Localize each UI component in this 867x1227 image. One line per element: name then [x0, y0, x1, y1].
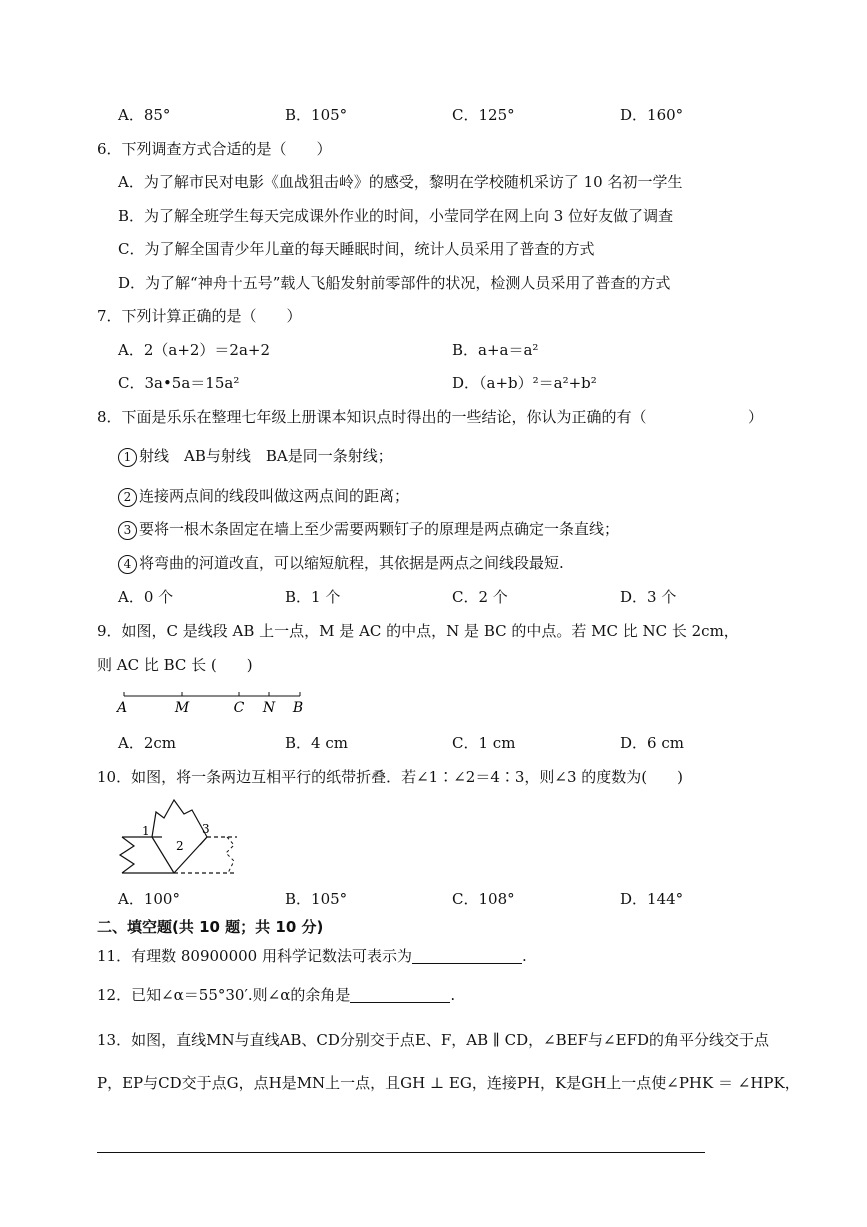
q6-option-c: C．为了解全国青少年儿童的每天睡眠时间，统计人员采用了普查的方式: [118, 240, 595, 258]
q10-option-c: C．108°: [452, 890, 515, 908]
point-label-m: M: [174, 700, 190, 716]
q8-stem-close: ）: [748, 408, 764, 426]
point-label-a: A: [116, 700, 128, 716]
q8-statement-text: 要将一根木条固定在墙上至少需要两颗钉子的原理是两点确定一条直线；: [139, 520, 620, 538]
q8-stem: 8．下面是乐乐在整理七年级上册课本知识点时得出的一些结论，你认为正确的有（: [97, 408, 647, 426]
circled-number-1: 1: [118, 448, 137, 467]
q11-answer-blank[interactable]: [412, 947, 522, 964]
q8-statement-4: [118, 553, 564, 574]
q6-option-b: B．为了解全班学生每天完成课外作业的时间，小莹同学在网上向 3 位好友做了调查: [118, 207, 674, 225]
angle-label-2: 2: [176, 839, 184, 853]
q13-line2: P，EP与CD交于点G，点H是MN上一点，且GH ⊥ EG，连接PH，K是GH上一点使∠PHK ＝ ∠HPK，: [97, 1074, 800, 1092]
footer-divider: [97, 1152, 705, 1153]
q5-option-a: A．85°: [118, 106, 171, 124]
q5-option-b: B．105°: [285, 106, 348, 124]
point-label-b: B: [292, 700, 304, 716]
q7-option-d: D．（a+b）²＝a²+b²: [452, 374, 597, 392]
q11-end: .: [521, 947, 527, 965]
q9-option-c: C．1 cm: [452, 734, 516, 752]
q8-statement-3: [118, 519, 619, 540]
q10-folded-strip-figure: [112, 798, 247, 880]
q10-option-b: B．105°: [285, 890, 348, 908]
q8-statement-text: 连接两点间的线段叫做这两点间的距离；: [139, 487, 410, 505]
q9-option-a: A．2cm: [118, 734, 177, 752]
q13-line1: 13．如图，直线MN与直线AB、CD分别交于点E、F，AB ∥ CD，∠BEF与∠EFD的角平分线交于点: [97, 1031, 770, 1049]
q8-statement-2: [118, 486, 409, 507]
q8-statement-1: [118, 446, 393, 467]
q10-option-d: D．144°: [620, 890, 684, 908]
q7-stem: 7．下列计算正确的是（ ）: [97, 307, 302, 325]
q10-option-a: A．100°: [118, 890, 180, 908]
angle-label-1: 1: [142, 824, 150, 838]
point-label-n: N: [262, 700, 276, 716]
q7-option-b: B．a+a＝a²: [452, 341, 539, 359]
q8-option-b: B．1 个: [285, 588, 341, 606]
q7-option-a: A．2（a+2）＝2a+2: [118, 341, 271, 359]
q9-option-b: B．4 cm: [285, 734, 348, 752]
circled-number-2: 2: [118, 488, 137, 507]
q11: [97, 946, 527, 966]
q9-option-d: D．6 cm: [620, 734, 684, 752]
q12-end: .: [450, 986, 456, 1004]
q8-option-c: C．2 个: [452, 588, 508, 606]
q10-stem: 10．如图，将一条两边互相平行的纸带折叠．若∠1∶∠2＝4∶3，则∠3 的度数为( ): [97, 768, 683, 786]
q6-stem: 6．下列调查方式合适的是（ ）: [97, 140, 332, 158]
q11-stem: 11．有理数 80900000 用科学记数法可表示为: [97, 947, 412, 965]
q6-option-d: D．为了解“神舟十五号”载人飞船发射前零部件的状况，检测人员采用了普查的方式: [118, 274, 671, 292]
section-heading-fill-in: 二、填空题(共 10 题；共 10 分): [97, 918, 324, 936]
q9-stem-line2: 则 AC 比 BC 长 ( ): [97, 656, 253, 674]
q8-option-a: A．0 个: [118, 588, 174, 606]
angle-label-3: 3: [202, 822, 210, 836]
q5-option-d: D．160°: [620, 106, 684, 124]
point-label-c: C: [233, 700, 245, 716]
q8-statement-text: 将弯曲的河道改直，可以缩短航程，其依据是两点之间线段最短.: [139, 554, 564, 572]
q9-stem-line1: 9．如图，C 是线段 AB 上一点，M 是 AC 的中点，N 是 BC 的中点。若 MC 比 NC 长 2cm，: [97, 622, 739, 640]
q9-segment-figure: [110, 688, 320, 718]
q8-option-d: D．3 个: [620, 588, 677, 606]
circled-number-4: 4: [118, 555, 137, 574]
q8-statement-text: 射线 AB与射线 BA是同一条射线；: [139, 447, 393, 465]
q6-option-a: A．为了解市民对电影《血战狙击岭》的感受，黎明在学校随机采访了 10 名初一学生: [118, 173, 683, 191]
q5-option-c: C．125°: [452, 106, 515, 124]
q12-answer-blank[interactable]: [350, 986, 450, 1003]
q7-option-c: C．3a•5a＝15a²: [118, 374, 240, 392]
q12: [97, 985, 455, 1005]
circled-number-3: 3: [118, 521, 137, 540]
q12-stem: 12．已知∠α＝55°30′.则∠α的余角是: [97, 986, 351, 1004]
